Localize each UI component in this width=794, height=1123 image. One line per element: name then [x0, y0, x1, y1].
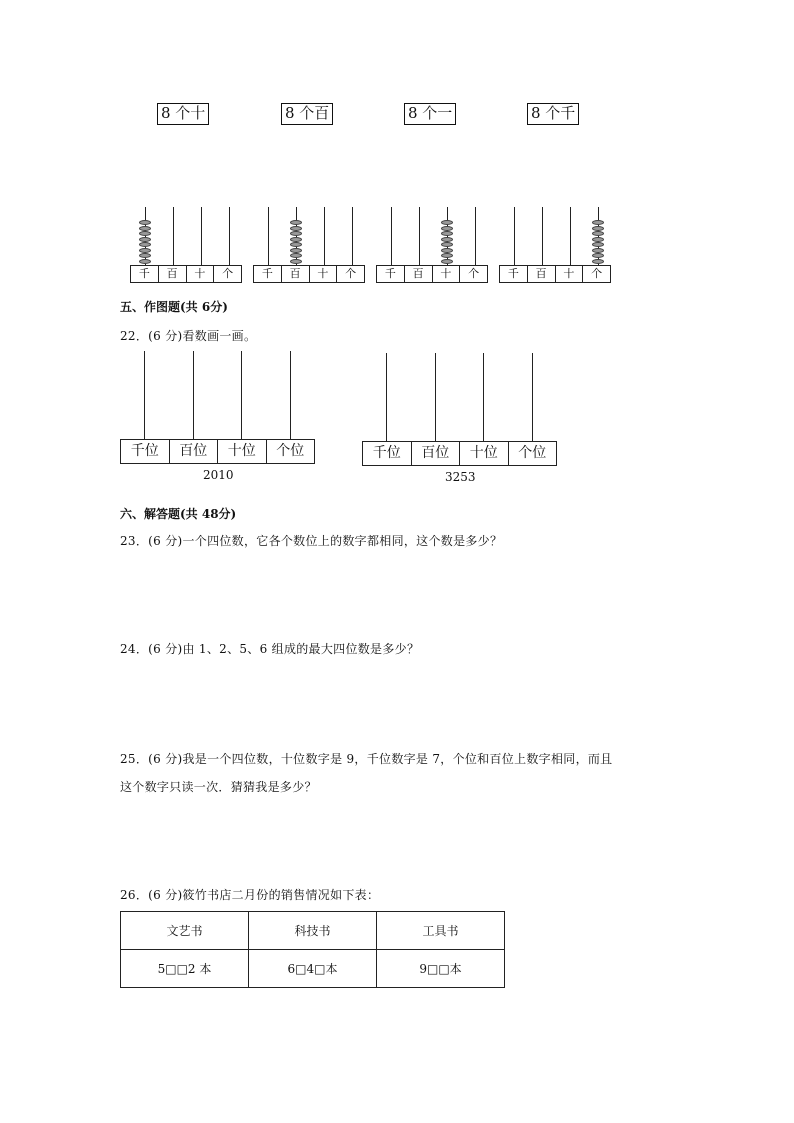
- abacus-bead: [139, 237, 151, 242]
- abacus-bead: [592, 231, 604, 236]
- counter-2010: [120, 351, 315, 481]
- place-label: 十: [433, 266, 461, 282]
- place-label: 个位: [276, 443, 305, 459]
- sales-table: [120, 911, 505, 988]
- place-label: 千: [254, 266, 282, 282]
- abacus-base: [130, 265, 242, 283]
- counter-base: [362, 441, 557, 466]
- place-label: 百位: [170, 440, 219, 463]
- abacus-bead: [441, 237, 453, 242]
- abacus-bead: [139, 248, 151, 253]
- abacus-1: [130, 205, 242, 283]
- abacus-bead: [592, 253, 604, 258]
- abacus-bead: [592, 259, 604, 264]
- abacus-bead: [290, 237, 302, 242]
- question-26: 26．(6 分)筱竹书店二月份的销售情况如下表：: [120, 888, 380, 902]
- abacus-bead: [592, 226, 604, 231]
- place-label: 百位: [412, 442, 461, 465]
- counter-number: 3253: [445, 470, 476, 484]
- place-label: 个: [591, 267, 603, 280]
- table-header: 文艺书: [121, 912, 249, 950]
- place-label: 个: [222, 267, 234, 280]
- counter-3253: [362, 353, 557, 483]
- place-label: 千位: [121, 440, 170, 463]
- abacus-bead: [441, 259, 453, 264]
- abacus-bead: [290, 242, 302, 247]
- abacus-bead: [592, 248, 604, 253]
- abacus-bead: [441, 226, 453, 231]
- place-label: 十: [556, 266, 584, 282]
- abacus-bead: [139, 253, 151, 258]
- place-label: 个位: [518, 445, 547, 461]
- abacus-bead: [290, 231, 302, 236]
- table-cell: 5□□2 本: [121, 950, 249, 988]
- abacus-4: [499, 205, 611, 283]
- abacus-bead: [441, 242, 453, 247]
- table-cell: 6□4□本: [249, 950, 377, 988]
- abacus-bead: [592, 242, 604, 247]
- abacus-bead: [592, 237, 604, 242]
- place-label: 十: [310, 266, 338, 282]
- label-8-hundreds: 8 个百: [281, 103, 333, 125]
- abacus-base: [253, 265, 365, 283]
- abacus-2: [253, 205, 365, 283]
- question-25-line-1: 25．(6 分)我是一个四位数，十位数字是 9，千位数字是 7，个位和百位上数字相同，而且: [120, 752, 613, 766]
- abacus-bead: [139, 231, 151, 236]
- abacus-3: [376, 205, 488, 283]
- label-8-thousands: 8 个千: [527, 103, 579, 125]
- abacus-base: [376, 265, 488, 283]
- table-header: 工具书: [377, 912, 505, 950]
- place-label: 十位: [218, 440, 267, 463]
- abacus-bead: [290, 259, 302, 264]
- place-label: 个: [345, 267, 357, 280]
- place-label: 千: [377, 266, 405, 282]
- section-6-title: 六、解答题(共 48分): [120, 507, 237, 521]
- place-label: 百: [528, 266, 556, 282]
- table-row: [121, 912, 505, 950]
- abacus-bead: [290, 226, 302, 231]
- abacus-bead: [290, 220, 302, 225]
- label-8-ones: 8 个一: [404, 103, 456, 125]
- question-24: 24．(6 分)由 1、2、5、6 组成的最大四位数是多少？: [120, 642, 420, 656]
- abacus-bead: [592, 220, 604, 225]
- place-label: 百: [405, 266, 433, 282]
- abacus-bead: [290, 248, 302, 253]
- abacus-bead: [139, 242, 151, 247]
- question-22: 22．(6 分)看数画一画。: [120, 329, 257, 343]
- label-8-tens: 8 个十: [157, 103, 209, 125]
- place-label: 千: [131, 266, 159, 282]
- place-label: 千: [500, 266, 528, 282]
- counter-base: [120, 439, 315, 464]
- table-cell: 9□□本: [377, 950, 505, 988]
- abacus-bead: [290, 253, 302, 258]
- place-label: 十位: [460, 442, 509, 465]
- abacus-bead: [139, 220, 151, 225]
- place-label: 千位: [363, 442, 412, 465]
- place-label: 百: [159, 266, 187, 282]
- question-25-line-2: 这个数字只读一次．猜猜我是多少？: [120, 780, 317, 794]
- question-23: 23．(6 分)一个四位数，它各个数位上的数字都相同，这个数是多少？: [120, 534, 503, 548]
- section-5-title: 五、作图题(共 6分): [120, 300, 228, 314]
- place-label: 十: [187, 266, 215, 282]
- abacus-base: [499, 265, 611, 283]
- abacus-bead: [441, 253, 453, 258]
- abacus-bead: [139, 226, 151, 231]
- abacus-bead: [441, 231, 453, 236]
- place-label: 百: [282, 266, 310, 282]
- place-label: 个: [468, 267, 480, 280]
- abacus-bead: [441, 220, 453, 225]
- table-row: [121, 950, 505, 988]
- table-header: 科技书: [249, 912, 377, 950]
- counter-number: 2010: [203, 468, 234, 482]
- abacus-bead: [139, 259, 151, 264]
- abacus-bead: [441, 248, 453, 253]
